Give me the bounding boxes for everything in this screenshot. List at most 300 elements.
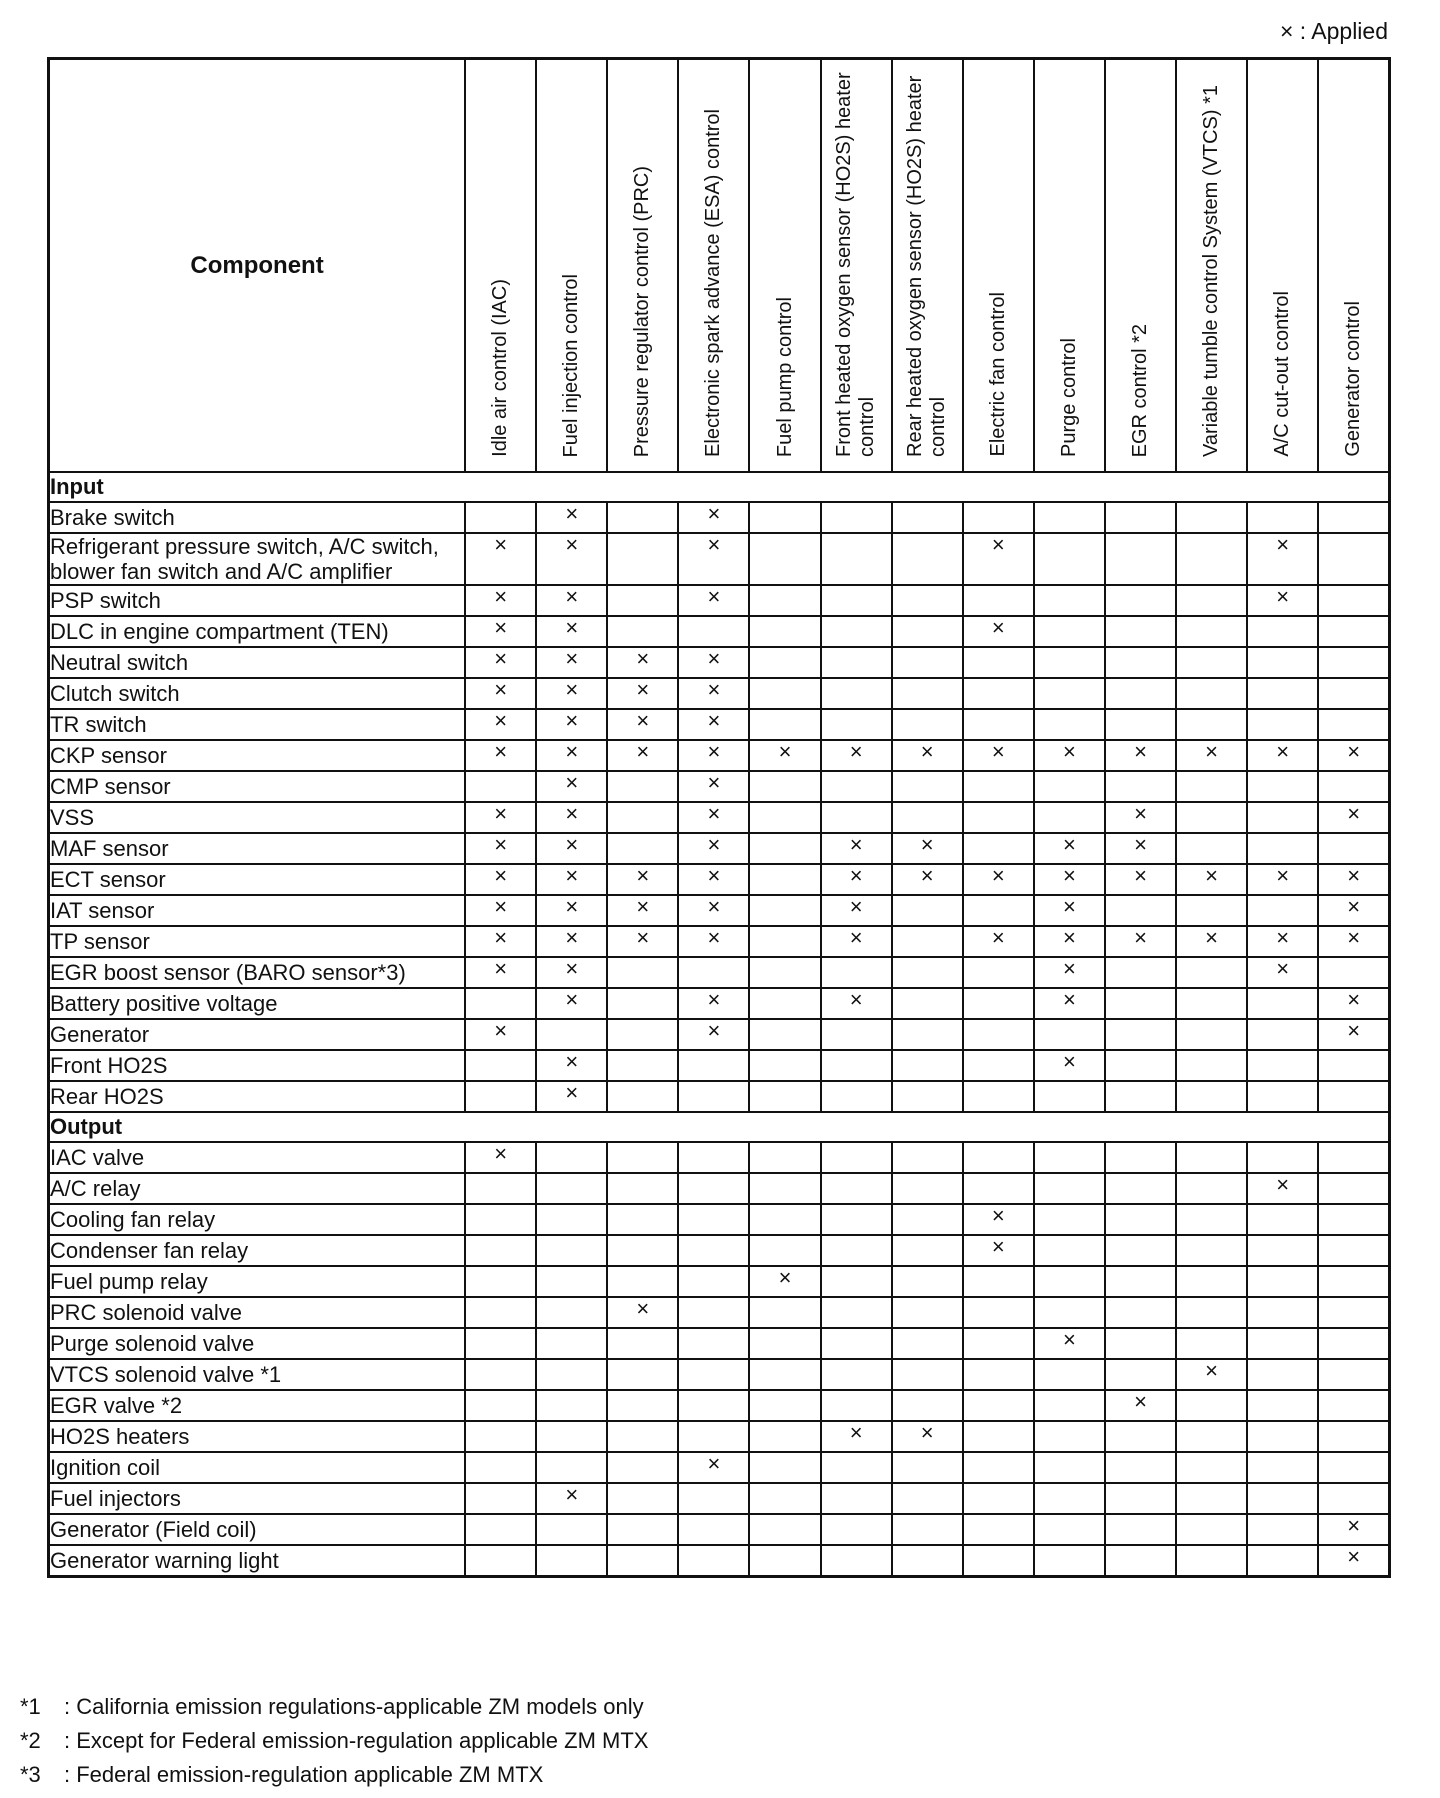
empty-cell (963, 1452, 1034, 1483)
empty-cell (536, 1328, 607, 1359)
empty-cell (1247, 1050, 1318, 1081)
applied-mark: × (536, 864, 607, 895)
applied-mark: × (607, 647, 678, 678)
table-row (49, 1050, 1390, 1081)
applied-mark: × (1034, 926, 1105, 957)
empty-cell (963, 957, 1034, 988)
empty-cell (1247, 1142, 1318, 1173)
empty-cell (678, 1328, 749, 1359)
empty-cell (749, 1050, 820, 1081)
empty-cell (749, 1390, 820, 1421)
empty-cell (536, 1266, 607, 1297)
empty-cell (1247, 709, 1318, 740)
applied-mark: × (1034, 864, 1105, 895)
applied-mark: × (892, 740, 963, 771)
table-row (49, 1452, 1390, 1483)
empty-cell (892, 988, 963, 1019)
empty-cell (1318, 647, 1389, 678)
applied-mark: × (1318, 802, 1389, 833)
empty-cell (607, 1483, 678, 1514)
applied-mark: × (465, 678, 536, 709)
empty-cell (607, 1019, 678, 1050)
empty-cell (892, 1390, 963, 1421)
column-header (821, 59, 892, 473)
table-row (49, 1514, 1390, 1545)
empty-cell (821, 771, 892, 802)
empty-cell (607, 1421, 678, 1452)
empty-cell (1247, 678, 1318, 709)
empty-cell (465, 1266, 536, 1297)
empty-cell (607, 957, 678, 988)
empty-cell (1318, 1266, 1389, 1297)
applied-mark: × (678, 647, 749, 678)
table-row (49, 616, 1390, 647)
applied-mark: × (1105, 864, 1176, 895)
empty-cell (1176, 647, 1247, 678)
applied-mark: × (1247, 957, 1318, 988)
column-header-label: Rear heated oxygen sensor (HO2S) heater control (904, 75, 950, 457)
empty-cell (892, 1514, 963, 1545)
empty-cell (892, 616, 963, 647)
applied-mark: × (821, 833, 892, 864)
table-row (49, 1142, 1390, 1173)
applied-mark: × (1176, 864, 1247, 895)
row-label: Purge solenoid valve (49, 1328, 466, 1359)
empty-cell (892, 502, 963, 533)
column-header-label: Electronic spark advance (ESA) control (702, 109, 725, 457)
row-label: Clutch switch (49, 678, 466, 709)
empty-cell (1105, 1142, 1176, 1173)
empty-cell (1034, 1173, 1105, 1204)
applied-mark: × (536, 678, 607, 709)
empty-cell (1247, 1545, 1318, 1577)
empty-cell (749, 1204, 820, 1235)
empty-cell (1105, 1235, 1176, 1266)
empty-cell (1176, 1452, 1247, 1483)
empty-cell (749, 771, 820, 802)
applied-mark: × (749, 740, 820, 771)
row-label: IAC valve (49, 1142, 466, 1173)
empty-cell (678, 616, 749, 647)
empty-cell (1318, 502, 1389, 533)
applied-mark: × (1247, 864, 1318, 895)
empty-cell (749, 1019, 820, 1050)
empty-cell (963, 1142, 1034, 1173)
applied-mark: × (465, 585, 536, 616)
empty-cell (963, 1359, 1034, 1390)
empty-cell (1105, 1204, 1176, 1235)
applied-mark: × (678, 740, 749, 771)
applied-mark: × (536, 502, 607, 533)
applied-mark: × (607, 709, 678, 740)
empty-cell (465, 1545, 536, 1577)
row-label: Battery positive voltage (49, 988, 466, 1019)
column-header-label: Fuel injection control (560, 273, 583, 457)
empty-cell (465, 1452, 536, 1483)
empty-cell (963, 1266, 1034, 1297)
empty-cell (821, 1483, 892, 1514)
applied-mark: × (1034, 957, 1105, 988)
applied-mark: × (678, 585, 749, 616)
empty-cell (1176, 616, 1247, 647)
applied-mark: × (536, 533, 607, 585)
table-row (49, 1297, 1390, 1328)
empty-cell (1176, 678, 1247, 709)
row-label: Ignition coil (49, 1452, 466, 1483)
empty-cell (678, 1204, 749, 1235)
applied-mark: × (536, 647, 607, 678)
empty-cell (1034, 709, 1105, 740)
empty-cell (892, 802, 963, 833)
empty-cell (892, 1050, 963, 1081)
empty-cell (749, 1359, 820, 1390)
empty-cell (536, 1204, 607, 1235)
empty-cell (1034, 585, 1105, 616)
empty-cell (1034, 502, 1105, 533)
column-header-label: Purge control (1057, 338, 1080, 457)
row-label: Generator (Field coil) (49, 1514, 466, 1545)
empty-cell (465, 1421, 536, 1452)
column-header (1105, 59, 1176, 473)
empty-cell (892, 957, 963, 988)
empty-cell (1034, 678, 1105, 709)
empty-cell (821, 1514, 892, 1545)
empty-cell (678, 1390, 749, 1421)
empty-cell (821, 1390, 892, 1421)
empty-cell (1176, 1545, 1247, 1577)
empty-cell (963, 1483, 1034, 1514)
applied-mark: × (1176, 740, 1247, 771)
column-header-label: A/C cut-out control (1271, 291, 1294, 457)
empty-cell (1247, 988, 1318, 1019)
empty-cell (678, 1081, 749, 1112)
empty-cell (465, 1204, 536, 1235)
empty-cell (1247, 771, 1318, 802)
empty-cell (465, 1514, 536, 1545)
applied-mark: × (536, 740, 607, 771)
empty-cell (1247, 616, 1318, 647)
empty-cell (1318, 533, 1389, 585)
empty-cell (749, 926, 820, 957)
table-row (49, 585, 1390, 616)
applied-mark: × (963, 533, 1034, 585)
table-row (49, 1390, 1390, 1421)
empty-cell (1105, 895, 1176, 926)
applied-mark: × (749, 1266, 820, 1297)
applied-mark: × (963, 1204, 1034, 1235)
table-row (49, 833, 1390, 864)
applied-mark: × (465, 833, 536, 864)
column-header (1034, 59, 1105, 473)
table-row (49, 802, 1390, 833)
applied-mark: × (1318, 895, 1389, 926)
column-header (1318, 59, 1389, 473)
empty-cell (749, 585, 820, 616)
empty-cell (1176, 502, 1247, 533)
applied-mark: × (678, 802, 749, 833)
empty-cell (963, 771, 1034, 802)
empty-cell (749, 502, 820, 533)
empty-cell (892, 895, 963, 926)
table-row (49, 926, 1390, 957)
empty-cell (1318, 1142, 1389, 1173)
empty-cell (821, 502, 892, 533)
empty-cell (1247, 1328, 1318, 1359)
row-label: EGR valve *2 (49, 1390, 466, 1421)
empty-cell (821, 1050, 892, 1081)
empty-cell (1318, 771, 1389, 802)
empty-cell (821, 1545, 892, 1577)
empty-cell (607, 1142, 678, 1173)
applied-mark: × (963, 1235, 1034, 1266)
empty-cell (892, 1545, 963, 1577)
empty-cell (1318, 1297, 1389, 1328)
row-label: EGR boost sensor (BARO sensor*3) (49, 957, 466, 988)
row-label: Cooling fan relay (49, 1204, 466, 1235)
empty-cell (821, 1359, 892, 1390)
empty-cell (749, 1297, 820, 1328)
empty-cell (1034, 1204, 1105, 1235)
empty-cell (1105, 771, 1176, 802)
table-row (49, 957, 1390, 988)
empty-cell (1318, 1452, 1389, 1483)
empty-cell (678, 1297, 749, 1328)
empty-cell (536, 1142, 607, 1173)
column-header-label: Electric fan control (986, 292, 1009, 457)
matrix-body (49, 472, 1390, 1577)
row-label: PRC solenoid valve (49, 1297, 466, 1328)
empty-cell (1034, 1297, 1105, 1328)
empty-cell (678, 1514, 749, 1545)
row-label: Generator warning light (49, 1545, 466, 1577)
empty-cell (1034, 1081, 1105, 1112)
applied-mark: × (1318, 740, 1389, 771)
table-row (49, 1328, 1390, 1359)
empty-cell (749, 533, 820, 585)
column-header (465, 59, 536, 473)
empty-cell (1176, 1204, 1247, 1235)
row-label: PSP switch (49, 585, 466, 616)
row-label: Rear HO2S (49, 1081, 466, 1112)
component-header: Component (49, 59, 466, 473)
empty-cell (1176, 1142, 1247, 1173)
empty-cell (465, 1297, 536, 1328)
empty-cell (465, 771, 536, 802)
applied-mark: × (963, 740, 1034, 771)
applied-mark: × (607, 1297, 678, 1328)
empty-cell (1247, 1297, 1318, 1328)
table-row (49, 533, 1390, 585)
footnote-text: : California emission regulations-applicable ZM models only (64, 1694, 644, 1719)
applied-mark: × (465, 1142, 536, 1173)
empty-cell (821, 1235, 892, 1266)
empty-cell (821, 1452, 892, 1483)
applied-mark: × (536, 585, 607, 616)
empty-cell (1247, 895, 1318, 926)
empty-cell (1247, 1421, 1318, 1452)
empty-cell (607, 1514, 678, 1545)
empty-cell (963, 1545, 1034, 1577)
empty-cell (607, 1050, 678, 1081)
row-label: Front HO2S (49, 1050, 466, 1081)
applied-mark: × (607, 678, 678, 709)
table-row (49, 864, 1390, 895)
applied-mark: × (465, 616, 536, 647)
empty-cell (963, 988, 1034, 1019)
empty-cell (1318, 833, 1389, 864)
applied-mark: × (1318, 926, 1389, 957)
empty-cell (963, 647, 1034, 678)
empty-cell (821, 802, 892, 833)
empty-cell (1105, 678, 1176, 709)
applied-mark: × (821, 1421, 892, 1452)
empty-cell (1176, 1328, 1247, 1359)
table-row (49, 678, 1390, 709)
column-header (963, 59, 1034, 473)
empty-cell (1176, 833, 1247, 864)
applied-mark: × (536, 1050, 607, 1081)
empty-cell (1105, 616, 1176, 647)
empty-cell (1034, 1390, 1105, 1421)
empty-cell (892, 533, 963, 585)
empty-cell (1318, 1050, 1389, 1081)
empty-cell (607, 802, 678, 833)
table-row (49, 988, 1390, 1019)
empty-cell (749, 1235, 820, 1266)
empty-cell (963, 833, 1034, 864)
empty-cell (892, 1297, 963, 1328)
empty-cell (1176, 802, 1247, 833)
empty-cell (892, 1142, 963, 1173)
empty-cell (1247, 1235, 1318, 1266)
column-header-label: Generator control (1342, 301, 1365, 457)
row-label: CKP sensor (49, 740, 466, 771)
empty-cell (465, 1390, 536, 1421)
empty-cell (1034, 1019, 1105, 1050)
applied-mark: × (678, 833, 749, 864)
empty-cell (536, 1173, 607, 1204)
empty-cell (1176, 1421, 1247, 1452)
empty-cell (465, 1359, 536, 1390)
empty-cell (678, 1050, 749, 1081)
applied-mark: × (678, 895, 749, 926)
empty-cell (1105, 1081, 1176, 1112)
empty-cell (1318, 1483, 1389, 1514)
applied-mark: × (1105, 802, 1176, 833)
row-label: Fuel injectors (49, 1483, 466, 1514)
footnotes (20, 1690, 648, 1792)
empty-cell (1105, 1328, 1176, 1359)
empty-cell (1034, 802, 1105, 833)
footnote (20, 1758, 648, 1792)
applied-mark: × (536, 926, 607, 957)
empty-cell (963, 1390, 1034, 1421)
empty-cell (821, 616, 892, 647)
empty-cell (1247, 1204, 1318, 1235)
empty-cell (1247, 1081, 1318, 1112)
empty-cell (749, 1452, 820, 1483)
empty-cell (1176, 1050, 1247, 1081)
column-header (1176, 59, 1247, 473)
applied-mark: × (1318, 1514, 1389, 1545)
empty-cell (1176, 771, 1247, 802)
table-row (49, 502, 1390, 533)
empty-cell (1105, 533, 1176, 585)
empty-cell (1105, 1266, 1176, 1297)
empty-cell (1247, 1266, 1318, 1297)
applied-mark: × (1034, 1050, 1105, 1081)
applied-mark: × (678, 678, 749, 709)
empty-cell (1105, 957, 1176, 988)
empty-cell (678, 957, 749, 988)
empty-cell (1318, 957, 1389, 988)
empty-cell (536, 1359, 607, 1390)
empty-cell (1034, 1483, 1105, 1514)
applied-mark: × (1247, 926, 1318, 957)
empty-cell (1034, 1266, 1105, 1297)
applied-mark: × (678, 988, 749, 1019)
empty-cell (1105, 1483, 1176, 1514)
empty-cell (678, 1266, 749, 1297)
applied-mark: × (536, 802, 607, 833)
applied-mark: × (963, 616, 1034, 647)
row-label: Brake switch (49, 502, 466, 533)
row-label: HO2S heaters (49, 1421, 466, 1452)
empty-cell (821, 647, 892, 678)
empty-cell (749, 678, 820, 709)
empty-cell (1105, 1019, 1176, 1050)
empty-cell (1034, 1359, 1105, 1390)
empty-cell (536, 1390, 607, 1421)
empty-cell (749, 616, 820, 647)
empty-cell (892, 1483, 963, 1514)
empty-cell (678, 1235, 749, 1266)
component-control-matrix (47, 57, 1391, 1578)
table-row (49, 1081, 1390, 1112)
empty-cell (892, 1019, 963, 1050)
empty-cell (536, 1545, 607, 1577)
empty-cell (1318, 709, 1389, 740)
empty-cell (465, 1050, 536, 1081)
empty-cell (749, 1483, 820, 1514)
empty-cell (607, 533, 678, 585)
applied-mark: × (678, 1452, 749, 1483)
applied-mark: × (536, 988, 607, 1019)
column-header (892, 59, 963, 473)
empty-cell (821, 1142, 892, 1173)
empty-cell (536, 1019, 607, 1050)
empty-cell (1318, 616, 1389, 647)
empty-cell (963, 502, 1034, 533)
column-header (536, 59, 607, 473)
applied-mark: × (465, 647, 536, 678)
empty-cell (821, 709, 892, 740)
row-label: TR switch (49, 709, 466, 740)
applied-mark: × (892, 1421, 963, 1452)
applied-mark: × (1318, 864, 1389, 895)
empty-cell (1247, 647, 1318, 678)
empty-cell (821, 1204, 892, 1235)
empty-cell (1247, 802, 1318, 833)
applied-mark: × (1105, 740, 1176, 771)
applied-mark: × (465, 533, 536, 585)
applied-mark: × (892, 864, 963, 895)
column-header (678, 59, 749, 473)
applied-mark: × (1176, 1359, 1247, 1390)
empty-cell (465, 988, 536, 1019)
column-header-label: Idle air control (IAC) (489, 279, 512, 457)
empty-cell (821, 1019, 892, 1050)
